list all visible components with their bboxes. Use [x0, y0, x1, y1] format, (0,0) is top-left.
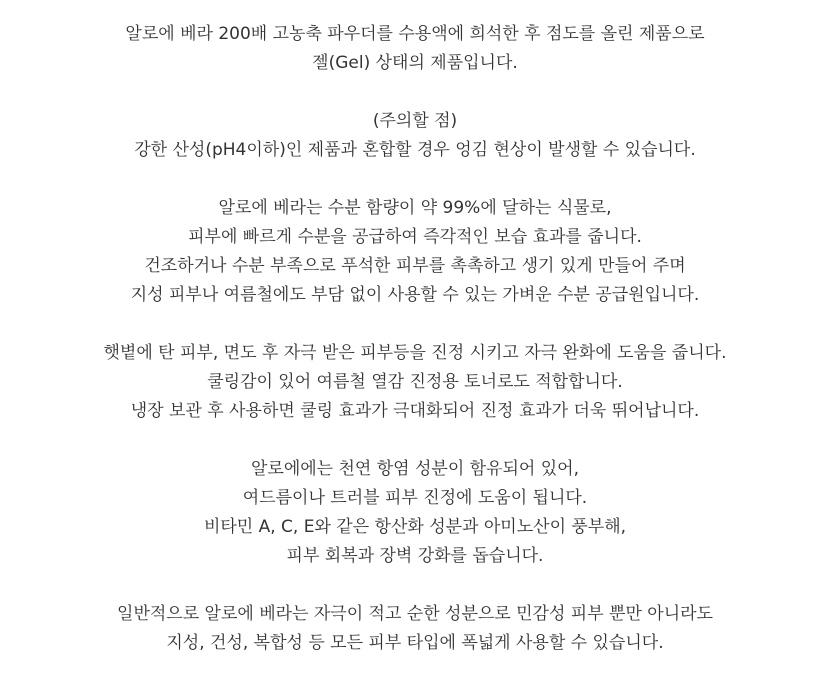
- text-line: 일반적으로 알로에 베라는 자극이 적고 순한 성분으로 민감성 피부 뿐만 아니라도: [117, 604, 713, 624]
- text-line: 피부에 빠르게 수분을 공급하여 즉각적인 보습 효과를 줍니다.: [188, 227, 642, 247]
- intro-paragraph: [0, 20, 830, 78]
- moisture-paragraph: [0, 194, 830, 310]
- text-line: 비타민 A, C, E와 같은 항산화 성분과 아미노산이 풍부해,: [203, 517, 627, 537]
- ingredients-paragraph: [0, 455, 830, 571]
- text-line: 지성, 건성, 복합성 등 모든 피부 타입에 폭넓게 사용할 수 있습니다.: [166, 633, 664, 653]
- text-line: 건조하거나 수분 부족으로 푸석한 피부를 촉촉하고 생기 있게 만들어 주며: [144, 256, 686, 276]
- caution-heading: (주의할 점): [372, 111, 458, 131]
- caution-paragraph: [0, 107, 830, 165]
- text-line: 지성 피부나 여름철에도 부담 없이 사용할 수 있는 가벼운 수분 공급원입니다.: [130, 285, 700, 305]
- text-line: 피부 회복과 장벽 강화를 돕습니다.: [286, 546, 544, 566]
- text-line: 알로에에는 천연 항염 성분이 함유되어 있어,: [250, 459, 580, 479]
- text-line: 쿨링감이 있어 여름철 열감 진정용 토너로도 적합합니다.: [207, 372, 623, 392]
- text-line: 여드름이나 트러블 피부 진정에 도움이 됩니다.: [242, 488, 588, 508]
- text-line: 알로에 베라 200배 고농축 파우더를 수용액에 희석한 후 점도를 올린 제품으로: [125, 24, 705, 44]
- text-line: 햇볕에 탄 피부, 면도 후 자극 받은 피부등을 진정 시키고 자극 완화에 도움을 줍니다.: [103, 343, 727, 363]
- text-line: 알로에 베라는 수분 함량이 약 99%에 달하는 식물로,: [218, 198, 612, 218]
- text-line: 냉장 보관 후 사용하면 쿨링 효과가 극대화되어 진정 효과가 더욱 뛰어납니다.: [130, 401, 700, 421]
- text-line: 젤(Gel) 상태의 제품입니다.: [312, 53, 518, 73]
- product-description: [0, 20, 830, 658]
- skin-type-paragraph: [0, 600, 830, 658]
- soothing-paragraph: [0, 339, 830, 426]
- text-line: 강한 산성(pH4이하)인 제품과 혼합할 경우 엉김 현상이 발생할 수 있습니다.: [134, 140, 696, 160]
